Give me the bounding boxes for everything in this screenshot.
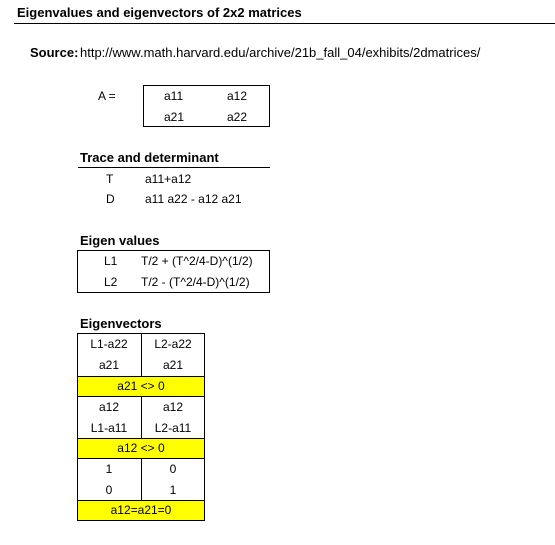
det-value: a11 a22 - a12 a21	[145, 192, 242, 206]
eigenvector-cell: L1-a11	[90, 421, 128, 435]
title-underline	[14, 23, 555, 24]
eigenvector-cell: L1-a22	[90, 337, 128, 351]
matrix-cell-a22: a22	[227, 110, 248, 124]
source-label: Source:	[30, 45, 79, 60]
eigenvalue-l1-key: L1	[104, 254, 118, 268]
condition-badge-3: a12=a21=0	[77, 500, 205, 521]
matrix-cell-a21: a21	[164, 110, 185, 124]
eigenvectors-heading: Eigenvectors	[80, 316, 162, 331]
eigenvector-cell: a12	[98, 400, 120, 414]
eigenvector-cell: L2-a11	[154, 421, 192, 435]
source-url[interactable]: http://www.math.harvard.edu/archive/21b_fall_04/exhibits/2dmatrices/	[80, 45, 481, 60]
det-key: D	[106, 192, 115, 206]
eigenvector-cell: 1	[169, 483, 177, 497]
condition-badge-2: a12 <> 0	[77, 438, 205, 459]
matrix-cell-a11: a11	[164, 89, 184, 103]
eigenvalue-l1-value: T/2 + (T^2/4-D)^(1/2)	[141, 254, 253, 268]
matrix-label: A =	[98, 89, 116, 103]
page-title: Eigenvalues and eigenvectors of 2x2 matrices	[17, 5, 302, 20]
eigenvector-cell: a21	[162, 358, 184, 372]
eigenvector-cell: 0	[169, 462, 177, 476]
condition-badge-1: a21 <> 0	[77, 376, 205, 397]
trace-det-underline	[78, 167, 270, 168]
matrix-cell-a12: a12	[227, 89, 248, 103]
trace-key: T	[106, 172, 114, 186]
eigenvector-cell: 0	[105, 483, 113, 497]
eigenvector-cell: a12	[162, 400, 184, 414]
eigenvector-cell: 1	[105, 462, 113, 476]
trace-value: a11+a12	[145, 172, 192, 186]
eigenvector-cell: L2-a22	[154, 337, 192, 351]
eigenvalue-l2-value: T/2 - (T^2/4-D)^(1/2)	[141, 275, 250, 289]
eigenvector-cell: a21	[98, 358, 120, 372]
trace-det-heading: Trace and determinant	[80, 150, 219, 165]
matrix-box	[143, 85, 270, 127]
eigenvalues-heading: Eigen values	[80, 233, 160, 248]
eigenvalue-l2-key: L2	[104, 275, 118, 289]
